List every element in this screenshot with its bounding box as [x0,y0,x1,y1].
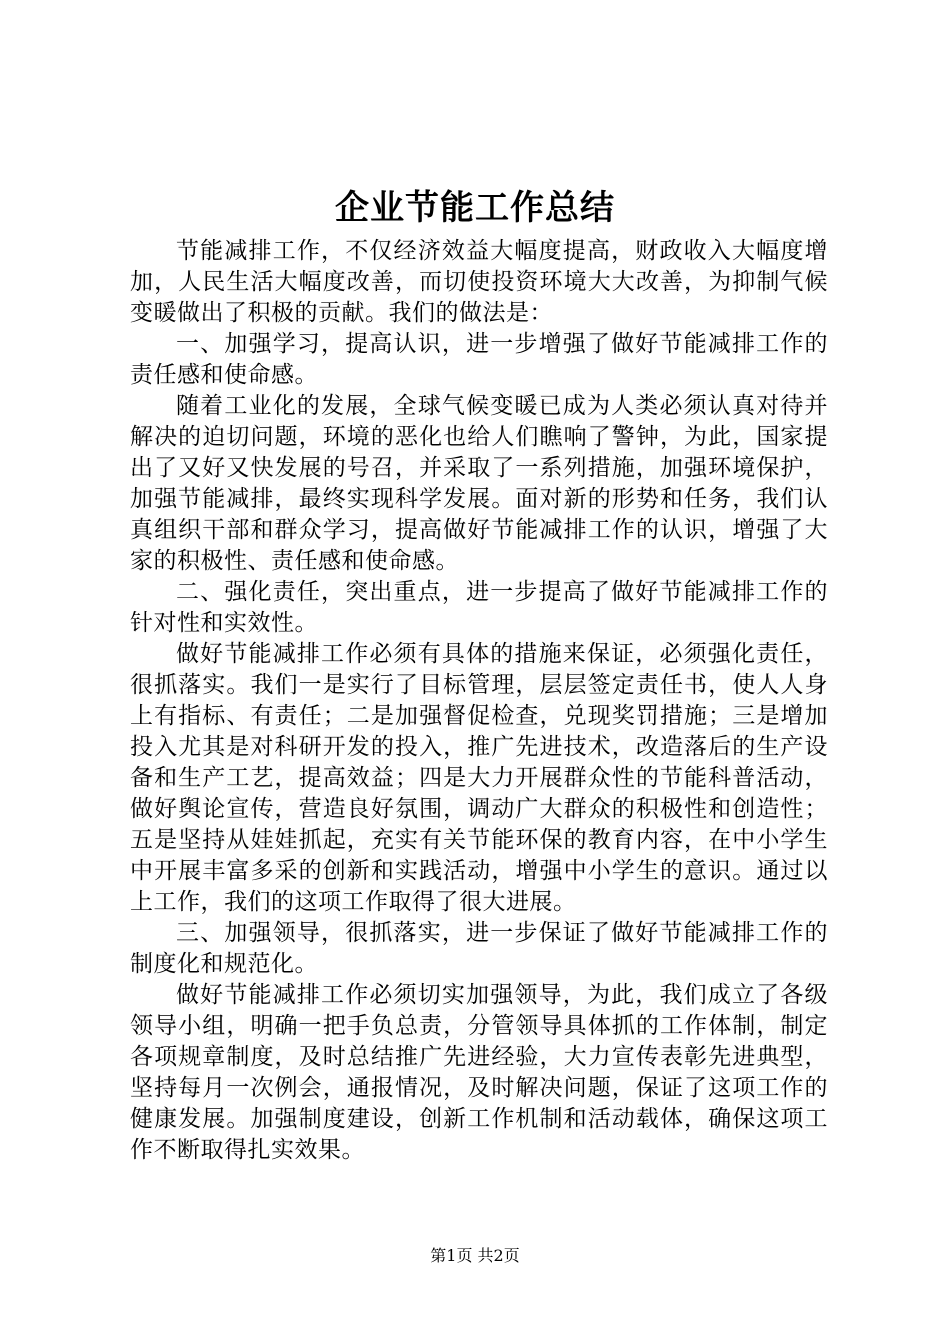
paragraph-heading-3: 三、加强领导，很抓落实，进一步保证了做好节能减排工作的制度化和规范化。 [130,920,828,977]
page-footer: 第1页 共2页 [430,1246,520,1265]
document-body [130,236,828,1166]
document-title: 企业节能工作总结 [335,188,615,228]
paragraph-body-3: 做好节能减排工作必须切实加强领导，为此，我们成立了各级领导小组，明确一把手负总责，分管领导具体抓的工作体制，制定各项规章制度，及时总结推广先进经验，大力宣传表彰先进典型，坚持每月一次例会，通报情况，及时解决问题，保证了这项工作的健康发展。加强制度建设，创新工作机制和活动载体，确保这项工作不断取得扎实效果。 [130,982,828,1163]
paragraph-intro: 节能减排工作，不仅经济效益大幅度提高，财政收入大幅度增加，人民生活大幅度改善，而切使投资环境大大改善，为抑制气候变暖做出了积极的贡献。我们的做法是： [130,238,828,326]
paragraph-heading-2: 二、强化责任，突出重点，进一步提高了做好节能减排工作的针对性和实效性。 [130,579,828,636]
paragraph-body-1: 随着工业化的发展，全球气候变暖已成为人类必须认真对待并解决的迫切问题，环境的恶化也给人们瞧响了警钟，为此，国家提出了又好又快发展的号召，并采取了一系列措施，加强环境保护，加强节能减排，最终实现科学发展。面对新的形势和任务，我们认真组织干部和群众学习，提高做好节能减排工作的认识，增强了大家的积极性、责任感和使命感。 [130,393,828,574]
paragraph-heading-1: 一、加强学习，提高认识，进一步增强了做好节能减排工作的责任感和使命感。 [130,331,828,388]
paragraph-body-2: 做好节能减排工作必须有具体的措施来保证，必须强化责任，很抓落实。我们一是实行了目标管理，层层签定责任书，使人人身上有指标、有责任；二是加强督促检查，兑现奖罚措施；三是增加投入尤其是对科研开发的投入，推广先进技术，改造落后的生产设备和生产工艺，提高效益；四是大力开展群众性的节能科普活动，做好舆论宣传，营造良好氛围，调动广大群众的积极性和创造性；五是坚持从娃娃抓起，充实有关节能环保的教育内容，在中小学生中开展丰富多采的创新和实践活动，增强中小学生的意识。通过以上工作，我们的这项工作取得了很大进展。 [130,641,828,915]
